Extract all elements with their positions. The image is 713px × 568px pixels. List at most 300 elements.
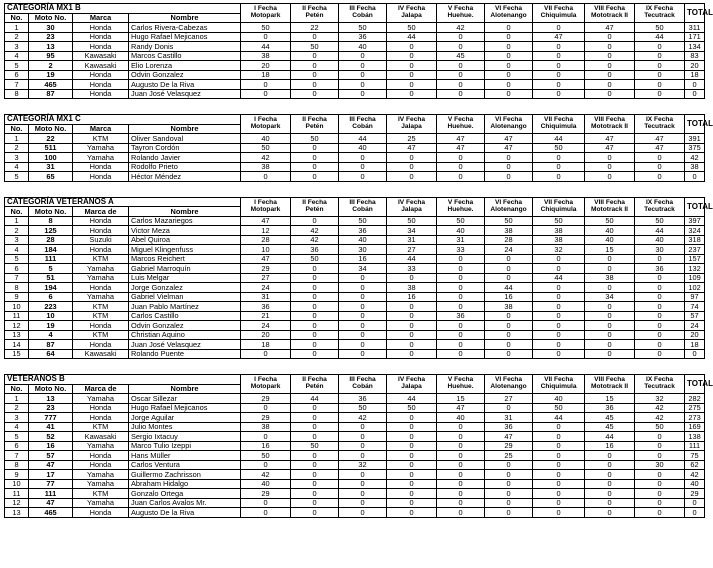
round-venue: Motopark xyxy=(250,205,281,213)
points-cell: 44 xyxy=(291,394,339,404)
brand-cell: Kawasaki xyxy=(73,432,129,442)
total-cell: 0 xyxy=(685,508,705,518)
points-cell: 47 xyxy=(241,254,291,264)
points-cell: 0 xyxy=(533,80,585,90)
moto-header: Moto No. xyxy=(29,207,73,217)
points-cell: 0 xyxy=(387,413,437,423)
points-cell: 42 xyxy=(339,413,387,423)
round-number: V Fecha xyxy=(447,198,474,206)
brand-cell: Honda xyxy=(73,226,129,236)
points-cell: 29 xyxy=(241,264,291,274)
points-cell: 20 xyxy=(241,330,291,340)
rider-name-cell: Oscar Sillezar xyxy=(129,394,241,404)
brand-cell: Honda xyxy=(73,508,129,518)
no-header: No. xyxy=(5,13,29,23)
points-cell: 50 xyxy=(533,143,585,153)
position-cell: 14 xyxy=(5,340,29,350)
total-cell: 397 xyxy=(685,216,705,226)
position-cell: 4 xyxy=(5,51,29,61)
points-cell: 0 xyxy=(339,479,387,489)
points-cell: 0 xyxy=(585,42,635,52)
points-cell: 0 xyxy=(437,153,485,163)
points-cell: 0 xyxy=(387,302,437,312)
category-table xyxy=(4,114,713,182)
rider-name-cell: Juan Carlos Avalos Mr. xyxy=(129,498,241,508)
brand-cell: KTM xyxy=(73,489,129,499)
points-cell: 0 xyxy=(291,330,339,340)
points-cell: 45 xyxy=(585,422,635,432)
section-gap xyxy=(4,182,704,197)
points-cell: 0 xyxy=(291,508,339,518)
points-cell: 50 xyxy=(485,216,533,226)
round-number: VIII Fecha xyxy=(594,198,625,206)
points-cell: 0 xyxy=(291,153,339,163)
points-cell: 0 xyxy=(485,172,533,182)
brand-cell: Honda xyxy=(73,162,129,172)
points-cell: 0 xyxy=(485,89,533,99)
points-cell: 50 xyxy=(635,216,685,226)
marca-header: Marca de xyxy=(73,207,129,217)
points-cell: 0 xyxy=(291,162,339,172)
points-cell: 0 xyxy=(437,32,485,42)
round-header xyxy=(241,197,291,216)
nombre-header: Nombre xyxy=(129,124,241,134)
points-cell: 0 xyxy=(291,292,339,302)
round-header xyxy=(533,4,585,23)
points-cell: 44 xyxy=(585,432,635,442)
points-cell: 0 xyxy=(241,172,291,182)
total-cell: 57 xyxy=(685,311,705,321)
points-cell: 0 xyxy=(585,321,635,331)
total-cell: 171 xyxy=(685,32,705,42)
category-table xyxy=(4,3,713,99)
brand-cell: Honda xyxy=(73,23,129,33)
brand-cell: KTM xyxy=(73,422,129,432)
points-cell: 0 xyxy=(485,51,533,61)
rider-name-cell: Jorge Gonzalez xyxy=(129,283,241,293)
points-cell: 40 xyxy=(635,235,685,245)
position-cell: 11 xyxy=(5,311,29,321)
points-cell: 47 xyxy=(241,216,291,226)
table-row xyxy=(5,413,705,423)
table-row xyxy=(5,311,705,321)
points-cell: 0 xyxy=(533,340,585,350)
round-venue: Tecutrack xyxy=(644,12,675,19)
brand-cell: KTM xyxy=(73,330,129,340)
category-table xyxy=(4,196,713,360)
points-cell: 0 xyxy=(635,441,685,451)
moto-header: Moto No. xyxy=(29,124,73,134)
points-cell: 44 xyxy=(635,226,685,236)
round-header xyxy=(635,4,685,23)
points-cell: 0 xyxy=(485,273,533,283)
points-cell: 0 xyxy=(387,441,437,451)
points-cell: 0 xyxy=(291,498,339,508)
moto-number-cell: 31 xyxy=(29,162,73,172)
table-row xyxy=(5,283,705,293)
points-cell: 0 xyxy=(485,32,533,42)
total-cell: 391 xyxy=(685,134,705,144)
brand-cell: Yamaha xyxy=(73,292,129,302)
points-cell: 0 xyxy=(635,508,685,518)
points-cell: 0 xyxy=(291,349,339,359)
round-header xyxy=(437,197,485,216)
round-venue: Tecutrack xyxy=(644,383,675,390)
total-cell: 157 xyxy=(685,254,705,264)
position-cell: 1 xyxy=(5,394,29,404)
points-cell: 0 xyxy=(533,498,585,508)
points-cell: 0 xyxy=(339,441,387,451)
points-cell: 0 xyxy=(437,283,485,293)
points-cell: 38 xyxy=(387,283,437,293)
points-cell: 36 xyxy=(241,302,291,312)
points-cell: 0 xyxy=(291,264,339,274)
moto-number-cell: 17 xyxy=(29,470,73,480)
points-cell: 32 xyxy=(339,460,387,470)
points-cell: 0 xyxy=(437,479,485,489)
points-cell: 0 xyxy=(485,349,533,359)
moto-number-cell: 184 xyxy=(29,245,73,255)
points-cell: 47 xyxy=(585,134,635,144)
round-venue: Petén xyxy=(305,123,324,130)
category-title: CATEGORÍA VETERANOS A xyxy=(5,197,241,207)
points-cell: 0 xyxy=(635,292,685,302)
table-row xyxy=(5,172,705,182)
points-cell: 0 xyxy=(437,273,485,283)
points-cell: 50 xyxy=(291,254,339,264)
points-cell: 0 xyxy=(437,162,485,172)
round-venue: Petén xyxy=(305,205,324,213)
points-cell: 50 xyxy=(533,216,585,226)
points-cell: 0 xyxy=(241,32,291,42)
rider-name-cell: Christian Aquino xyxy=(129,330,241,340)
total-cell: 38 xyxy=(685,162,705,172)
points-cell: 18 xyxy=(241,340,291,350)
points-cell: 0 xyxy=(485,403,533,413)
position-cell: 2 xyxy=(5,403,29,413)
rider-name-cell: Oliver Sandoval xyxy=(129,134,241,144)
table-row xyxy=(5,226,705,236)
table-row xyxy=(5,61,705,71)
points-cell: 50 xyxy=(585,216,635,226)
points-cell: 0 xyxy=(585,172,635,182)
position-cell: 5 xyxy=(5,254,29,264)
points-cell: 0 xyxy=(241,349,291,359)
points-cell: 0 xyxy=(387,349,437,359)
points-cell: 0 xyxy=(387,273,437,283)
points-cell: 0 xyxy=(635,89,685,99)
total-cell: 75 xyxy=(685,451,705,461)
rider-name-cell: Victor Meza xyxy=(129,226,241,236)
points-cell: 0 xyxy=(241,432,291,442)
points-cell: 42 xyxy=(291,226,339,236)
rider-name-cell: Gabriel Marroquín xyxy=(129,264,241,274)
table-row xyxy=(5,245,705,255)
total-cell: 169 xyxy=(685,422,705,432)
rider-name-cell: Abraham Hidalgo xyxy=(129,479,241,489)
points-cell: 31 xyxy=(485,413,533,423)
table-row xyxy=(5,292,705,302)
points-cell: 47 xyxy=(485,134,533,144)
round-header xyxy=(437,4,485,23)
round-venue: Chiquimula xyxy=(540,205,577,213)
table-row xyxy=(5,498,705,508)
points-cell: 0 xyxy=(533,70,585,80)
round-venue: Alotenango xyxy=(490,123,527,130)
points-cell: 0 xyxy=(585,80,635,90)
points-cell: 0 xyxy=(291,432,339,442)
points-cell: 0 xyxy=(485,321,533,331)
points-cell: 29 xyxy=(241,413,291,423)
round-venue: Huehue. xyxy=(447,205,474,213)
points-cell: 0 xyxy=(291,32,339,42)
points-cell: 0 xyxy=(485,460,533,470)
total-cell: 102 xyxy=(685,283,705,293)
points-cell: 30 xyxy=(635,460,685,470)
total-cell: 20 xyxy=(685,61,705,71)
brand-cell: Honda xyxy=(73,70,129,80)
points-cell: 0 xyxy=(339,470,387,480)
points-cell: 0 xyxy=(291,89,339,99)
points-cell: 0 xyxy=(241,89,291,99)
moto-number-cell: 465 xyxy=(29,80,73,90)
marca-header: Marca de xyxy=(73,384,129,394)
points-cell: 0 xyxy=(339,451,387,461)
brand-cell: Yamaha xyxy=(73,479,129,489)
points-cell: 0 xyxy=(635,330,685,340)
total-cell: 134 xyxy=(685,42,705,52)
round-venue: Cobán xyxy=(352,123,373,130)
points-cell: 0 xyxy=(533,441,585,451)
points-cell: 0 xyxy=(241,508,291,518)
points-cell: 36 xyxy=(635,264,685,274)
moto-number-cell: 30 xyxy=(29,23,73,33)
total-cell: 18 xyxy=(685,70,705,80)
round-number: VIII Fecha xyxy=(594,116,625,124)
rider-name-cell: Augusto De la Riva xyxy=(129,508,241,518)
total-cell: 0 xyxy=(685,349,705,359)
points-cell: 0 xyxy=(387,340,437,350)
table-row xyxy=(5,235,705,245)
position-cell: 7 xyxy=(5,451,29,461)
moto-number-cell: 47 xyxy=(29,460,73,470)
points-cell: 42 xyxy=(635,413,685,423)
round-number: IV Fecha xyxy=(397,198,426,206)
round-header xyxy=(339,4,387,23)
position-cell: 2 xyxy=(5,32,29,42)
round-number: V Fecha xyxy=(447,5,474,13)
round-venue: Chiquimula xyxy=(540,12,577,19)
points-cell: 47 xyxy=(387,143,437,153)
points-cell: 47 xyxy=(635,143,685,153)
round-venue: Petén xyxy=(305,383,324,390)
points-cell: 50 xyxy=(437,216,485,226)
position-cell: 8 xyxy=(5,460,29,470)
nombre-header: Nombre xyxy=(129,207,241,217)
points-cell: 16 xyxy=(339,254,387,264)
points-cell: 27 xyxy=(485,394,533,404)
points-cell: 44 xyxy=(241,42,291,52)
points-cell: 0 xyxy=(585,89,635,99)
round-header xyxy=(585,197,635,216)
points-cell: 47 xyxy=(437,134,485,144)
points-cell: 24 xyxy=(241,321,291,331)
round-header xyxy=(241,4,291,23)
points-cell: 0 xyxy=(339,302,387,312)
rider-name-cell: Hugo Rafael Mejicanos xyxy=(129,403,241,413)
points-cell: 47 xyxy=(585,143,635,153)
rider-name-cell: Carlos Mazariegos xyxy=(129,216,241,226)
brand-cell: Honda xyxy=(73,340,129,350)
moto-number-cell: 111 xyxy=(29,254,73,264)
table-row xyxy=(5,460,705,470)
brand-cell: Yamaha xyxy=(73,470,129,480)
rider-name-cell: Rolando Javier xyxy=(129,153,241,163)
rider-name-cell: Carlos Castillo xyxy=(129,311,241,321)
points-cell: 34 xyxy=(585,292,635,302)
points-cell: 0 xyxy=(485,489,533,499)
points-cell: 0 xyxy=(437,330,485,340)
table-row xyxy=(5,264,705,274)
table-row xyxy=(5,89,705,99)
position-cell: 12 xyxy=(5,321,29,331)
points-cell: 0 xyxy=(387,432,437,442)
brand-cell: Kawasaki xyxy=(73,51,129,61)
points-cell: 0 xyxy=(533,349,585,359)
rider-name-cell: Julio Montes xyxy=(129,422,241,432)
table-row xyxy=(5,143,705,153)
rider-name-cell: Hugo Rafael Mejicanos xyxy=(129,32,241,42)
moto-number-cell: 511 xyxy=(29,143,73,153)
round-number: I Fecha xyxy=(254,5,277,13)
position-cell: 1 xyxy=(5,134,29,144)
round-header xyxy=(241,375,291,394)
points-cell: 47 xyxy=(437,143,485,153)
rider-name-cell: Odvin Gonzalez xyxy=(129,321,241,331)
points-cell: 29 xyxy=(485,441,533,451)
points-cell: 0 xyxy=(585,340,635,350)
points-cell: 47 xyxy=(635,134,685,144)
round-header xyxy=(485,197,533,216)
points-cell: 44 xyxy=(533,413,585,423)
points-cell: 50 xyxy=(635,23,685,33)
points-cell: 0 xyxy=(533,330,585,340)
brand-cell: Kawasaki xyxy=(73,349,129,359)
points-cell: 44 xyxy=(387,32,437,42)
points-cell: 0 xyxy=(291,283,339,293)
points-cell: 0 xyxy=(485,61,533,71)
category-title: CATEGORÍA MX1 C xyxy=(5,115,241,125)
total-cell: 0 xyxy=(685,498,705,508)
points-cell: 0 xyxy=(485,254,533,264)
rider-name-cell: Rodolfo Prieto xyxy=(129,162,241,172)
position-cell: 4 xyxy=(5,245,29,255)
total-cell: 311 xyxy=(685,23,705,33)
points-cell: 0 xyxy=(241,460,291,470)
total-cell: 237 xyxy=(685,245,705,255)
moto-number-cell: 22 xyxy=(29,134,73,144)
points-cell: 0 xyxy=(533,283,585,293)
round-number: VII Fecha xyxy=(544,376,574,384)
brand-cell: KTM xyxy=(73,254,129,264)
points-cell: 0 xyxy=(485,70,533,80)
rider-name-cell: Luis Melgar xyxy=(129,273,241,283)
round-number: VIII Fecha xyxy=(594,376,625,384)
points-cell: 0 xyxy=(533,470,585,480)
moto-number-cell: 223 xyxy=(29,302,73,312)
points-cell: 27 xyxy=(387,245,437,255)
points-cell: 40 xyxy=(533,394,585,404)
points-cell: 0 xyxy=(339,508,387,518)
points-cell: 0 xyxy=(339,51,387,61)
total-cell: 318 xyxy=(685,235,705,245)
position-cell: 7 xyxy=(5,273,29,283)
points-cell: 40 xyxy=(585,235,635,245)
round-number: III Fecha xyxy=(349,116,376,124)
position-cell: 6 xyxy=(5,441,29,451)
round-header xyxy=(635,197,685,216)
points-cell: 0 xyxy=(387,422,437,432)
points-cell: 0 xyxy=(339,330,387,340)
brand-cell: Honda xyxy=(73,283,129,293)
points-cell: 0 xyxy=(387,162,437,172)
points-cell: 0 xyxy=(437,460,485,470)
points-cell: 0 xyxy=(585,254,635,264)
points-cell: 50 xyxy=(291,42,339,52)
rider-name-cell: Gabriel Vielman xyxy=(129,292,241,302)
section-gap xyxy=(4,99,704,114)
points-cell: 0 xyxy=(533,162,585,172)
position-cell: 13 xyxy=(5,508,29,518)
moto-number-cell: 28 xyxy=(29,235,73,245)
rider-name-cell: Miguel Klingenfuss xyxy=(129,245,241,255)
points-cell: 38 xyxy=(533,226,585,236)
moto-number-cell: 8 xyxy=(29,216,73,226)
moto-number-cell: 2 xyxy=(29,61,73,71)
round-header xyxy=(291,4,339,23)
moto-number-cell: 194 xyxy=(29,283,73,293)
total-cell: 275 xyxy=(685,403,705,413)
points-cell: 40 xyxy=(241,479,291,489)
total-header: TOTAL xyxy=(685,197,705,216)
points-cell: 38 xyxy=(241,51,291,61)
points-cell: 0 xyxy=(635,479,685,489)
table-row xyxy=(5,432,705,442)
round-number: III Fecha xyxy=(349,5,376,13)
points-cell: 0 xyxy=(241,80,291,90)
moto-number-cell: 125 xyxy=(29,226,73,236)
points-cell: 36 xyxy=(291,245,339,255)
points-cell: 0 xyxy=(533,302,585,312)
round-number: II Fecha xyxy=(302,5,327,13)
points-cell: 34 xyxy=(339,264,387,274)
points-cell: 0 xyxy=(241,498,291,508)
table-row xyxy=(5,394,705,404)
brand-cell: Honda xyxy=(73,172,129,182)
points-cell: 47 xyxy=(533,32,585,42)
points-cell: 0 xyxy=(291,489,339,499)
round-number: IX Fecha xyxy=(645,376,674,384)
table-row xyxy=(5,479,705,489)
points-cell: 45 xyxy=(585,413,635,423)
round-number: IX Fecha xyxy=(645,5,674,13)
round-number: VIII Fecha xyxy=(594,5,625,13)
position-cell: 13 xyxy=(5,330,29,340)
marca-header: Marca xyxy=(73,13,129,23)
total-cell: 132 xyxy=(685,264,705,274)
brand-cell: Yamaha xyxy=(73,498,129,508)
points-cell: 0 xyxy=(291,70,339,80)
